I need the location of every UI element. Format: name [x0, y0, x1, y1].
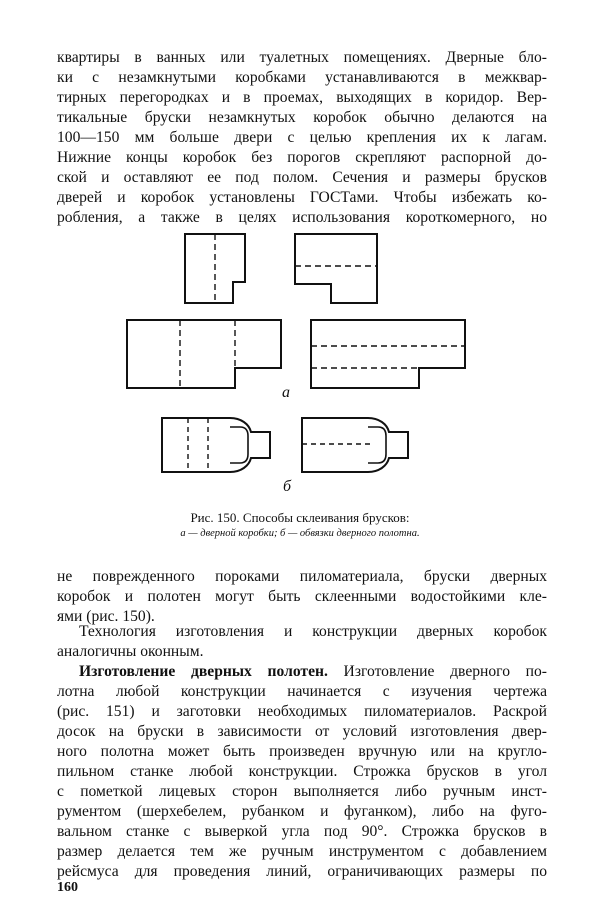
text-line: пильном станке любой конструкции. Строжка брусков в угол	[57, 763, 547, 780]
figure-caption-title: Рис. 150. Способы склеивания брусков:	[190, 510, 410, 525]
diagram-tenon	[230, 427, 248, 463]
text-line: рументом (шерхебелем, рубанком и фуганком), либо на фуго-	[57, 803, 547, 820]
text-line: Нижние концы коробок без порогов скрепляют распорной до-	[57, 149, 547, 166]
figure-label-a: а	[282, 384, 290, 401]
text-line: коробок и полотен могут быть склеенными водостойкими кле-	[57, 588, 547, 605]
text-line: рейсмуса для проведения линий, ограничивающих размеры по	[57, 863, 547, 880]
text-line: размер делается тем же ручным инструментом с добавлением	[57, 843, 547, 860]
diagram-tenon	[368, 427, 386, 463]
text-line: ки с незамкнутыми коробками устанавливаются в межквар-	[57, 69, 547, 86]
text-line: ской и оставляют ее под полом. Сечения и размеры брусков	[57, 169, 547, 186]
diagram-block-b1	[162, 418, 270, 472]
page-number: 160	[57, 880, 78, 895]
text-line: Технология изготовления и конструкции дверных коробок	[79, 623, 547, 640]
diagram-block-a4	[311, 320, 465, 388]
figure-label-b: б	[283, 478, 292, 495]
figure-caption-legend: а — дверной коробки; б — обвязки дверного полотна.	[180, 528, 420, 539]
text-line: тирных перегородках и в проемах, выходящих в коридор. Вер-	[57, 89, 547, 106]
text-line: ями (рис. 150).	[57, 608, 155, 625]
text-line: ного полотна может быть произведен вручную или на кругло-	[57, 743, 547, 760]
text-line: 100—150 мм больше двери с целью крепления их к лагам.	[57, 129, 547, 146]
text-line: тикальные бруски незамкнутых коробок обычно делаются на	[57, 109, 547, 126]
text-fragment: Изготовление дверного по-	[327, 663, 547, 680]
diagram-block-a2	[295, 234, 377, 303]
text-line: квартиры в ванных или туалетных помещениях. Дверные бло-	[57, 49, 547, 66]
diagram-block-a3	[127, 320, 281, 388]
text-line: не поврежденного пороками пиломатериала, бруски дверных	[57, 568, 547, 585]
text-line: аналогичны оконным.	[57, 643, 204, 660]
section-heading: Изготовление дверных полотен.	[79, 663, 328, 680]
text-line: робления, а также в целях использования короткомерного, но	[57, 209, 547, 226]
text-line: дверей и коробок установлены ГОСТами. Чтобы избежать ко-	[57, 189, 547, 206]
text-line: досок на бруски в зависимости от условий изготовления двер-	[57, 723, 547, 740]
text-line: лотна любой конструкции начинается с изучения чертежа	[57, 683, 547, 700]
diagram-block-b2	[302, 418, 408, 472]
text-line: с пометкой лицевых сторон выполняется либо ручным инст-	[57, 783, 547, 800]
text-line: (рис. 151) и заготовки необходимых пиломатериалов. Раскрой	[57, 703, 547, 720]
paragraph-first-line	[57, 661, 547, 682]
text-line: вальном станке с выверкой угла под 90°. Строжка брусков в	[57, 823, 547, 840]
